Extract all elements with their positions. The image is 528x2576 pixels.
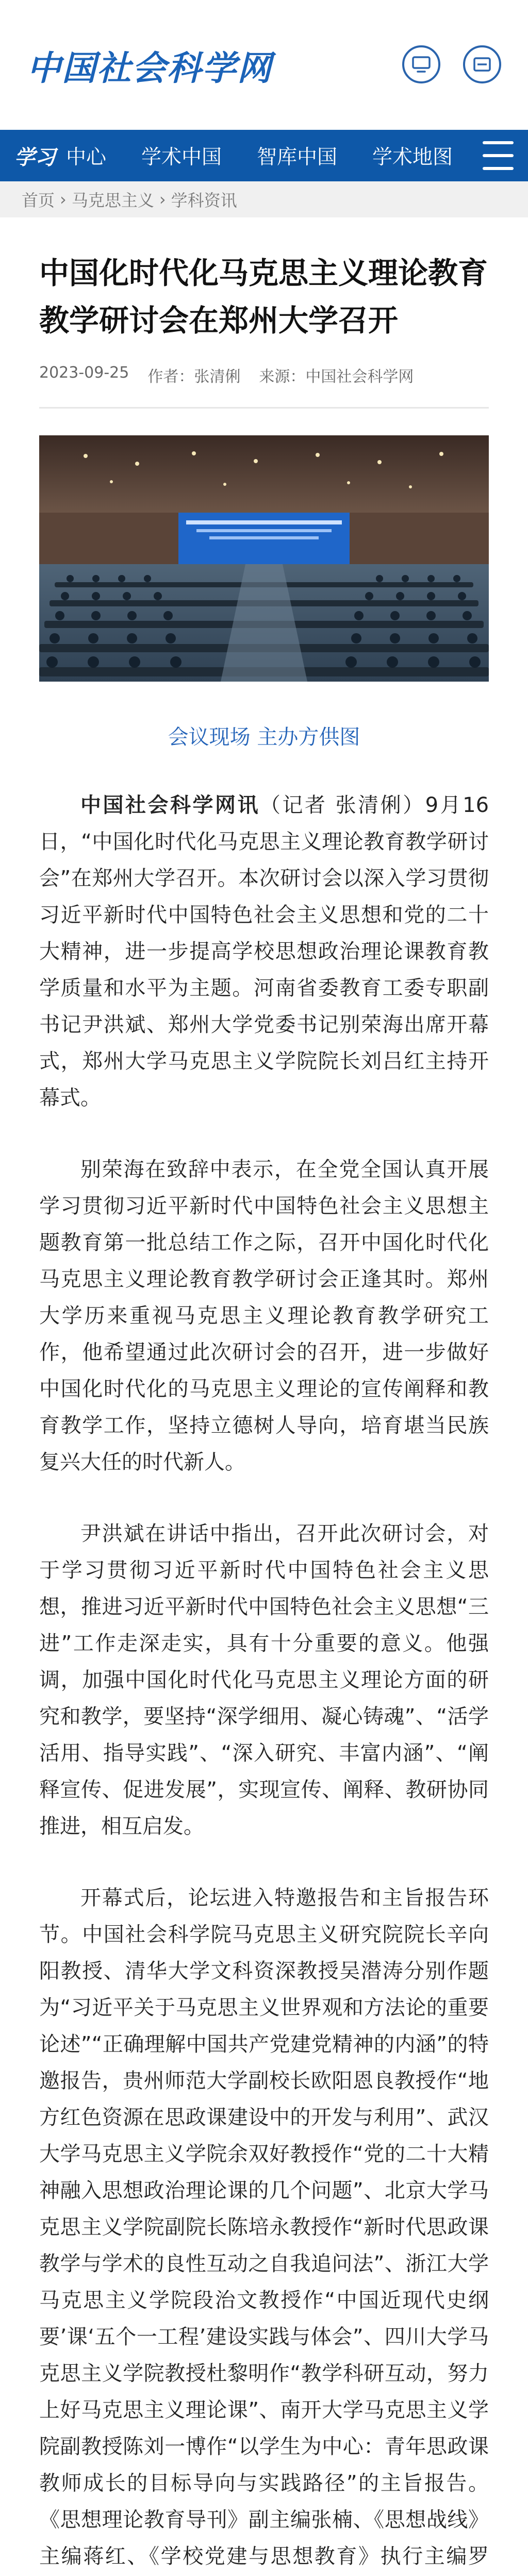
breadcrumb-marxism[interactable]: 马克思主义 (71, 191, 154, 210)
source-name: 中国社会科学网 (305, 368, 414, 386)
breadcrumb-news[interactable]: 学科资讯 (171, 191, 237, 210)
breadcrumb-home[interactable]: 首页 (22, 191, 55, 210)
site-header (0, 0, 528, 130)
nav-item-think-tank[interactable]: 智库中国 (257, 146, 338, 169)
article-title: 中国化时代化马克思主义理论教育教学研讨会在郑州大学召开 (39, 256, 488, 338)
article (0, 249, 528, 2576)
breadcrumb-separator-icon: › (60, 190, 67, 209)
lead-source: 中国社会科学网讯 (80, 793, 260, 817)
nav-item-academic-china[interactable]: 学术中国 (141, 146, 222, 169)
site-logo[interactable]: 中国社会科学网 (27, 47, 272, 88)
article-author (147, 364, 240, 386)
article-date: 2023-09-25 (39, 364, 129, 382)
nav-brand[interactable]: 学习 (14, 145, 56, 170)
article-meta (39, 364, 489, 409)
share-icon[interactable] (463, 45, 501, 83)
article-source (259, 364, 414, 386)
menu-icon[interactable] (483, 141, 514, 170)
article-paragraph: 别荣海在致辞中表示，在全党全国认真开展学习贯彻习近平新时代中国特色社会主义思想主题教育第一批总结工作之际，召开中国化时代化马克思主义理论教育教学研讨会正逢其时。郑州大学历来重视马克思主义理论教育教学研究工作，他希望通过此次研讨会的召开，进一步做好中国化时代化的马克思主义理论的宣传阐释和教育教学工作，坚持立德树人导向，培育堪当民族复兴大任的时代新人。 (39, 1158, 489, 1474)
desktop-icon[interactable] (402, 45, 440, 83)
lead-text: （记者 张清俐）9月16日，“中国化时代化马克思主义理论教育教学研讨会”在郑州大学召开。本次研讨会以深入学习贯彻习近平新时代中国特色社会主义思想和党的二十大精神，进一步提高学校思想政治理论课教育教学质量和水平为主题。河南省委教育工委专职副书记尹洪斌、郑州大学党委书记别荣海出席开幕式，郑州大学马克思主义学院院长刘吕红主持开幕式。 (39, 793, 489, 1110)
nav-item-center[interactable]: 中心 (66, 146, 107, 169)
author-name: 张清俐 (194, 368, 241, 386)
main-nav (0, 130, 528, 181)
author-label: 作者： (147, 368, 194, 386)
article-paragraph: 开幕式后，论坛进入特邀报告和主旨报告环节。中国社会科学院马克思主义研究院院长辛向阳教授、清华大学文科资深教授吴潜涛分别作题为“习近平关于马克思主义世界观和方法论的重要论述”“正确理解中国共产党建党精神的内涵”的特邀报告，贵州师范大学副校长欧阳恩良教授作“地方红色资源在思政课建设中的开发与利用”、武汉大学马克思主义学院余双好教授作“党的二十大精神融入思想政治理论课的几个问题”、北京大学马克思主义学院副院长陈培永教授作“新时代思政课教学与学术的良性互动之自我追问法”、浙江大学马克思主义学院段治文教授作“中国近现代史纲要’课‘五个一工程’建设实践与体会”、四川大学马克思主义学院教授杜黎明作“教学科研互动，努力上好马克思主义理论课”、南开大学马克思主义学院副教授陈刘一博作“以学生为中心：青年思政课教师成长的目标导向与实践路径”的主旨报告。《思想理论教育导刊》副主编张楠、《思想战线》主编蒋红、《学校党建与思想教育》执行主编罗 (39, 1886, 489, 2568)
photo-caption: 会议现场 主办方供图 (168, 725, 360, 749)
conference-photo (39, 435, 489, 682)
breadcrumb (0, 181, 528, 217)
nav-item-academic-map[interactable]: 学术地图 (372, 146, 453, 169)
breadcrumb-separator-icon: › (159, 190, 166, 209)
header-icons (402, 45, 501, 83)
source-label: 来源： (259, 368, 306, 386)
article-paragraph: 尹洪斌在讲话中指出，召开此次研讨会，对于学习贯彻习近平新时代中国特色社会主义思想，推进习近平新时代中国特色社会主义思想“三进”工作走深走实，具有十分重要的意义。他强调，加强中国化时代化马克思主义理论方面的研究和教学，要坚持“深学细用、凝心铸魂”、“活学活用、指导实践”、“深入研究、丰富内涵”、“阐释宣传、促进发展”，实现宣传、阐释、教研协同推进，相互启发。 (39, 1522, 489, 1838)
article-paragraph (39, 787, 489, 1116)
